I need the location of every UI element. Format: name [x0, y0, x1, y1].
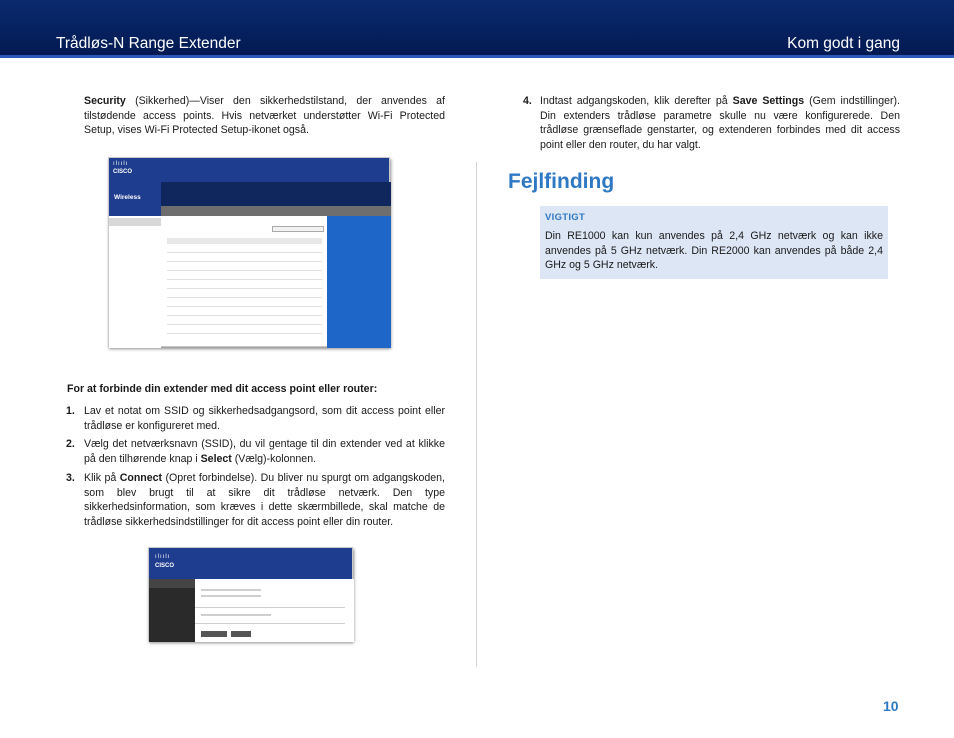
cisco-logo: CISCO [113, 169, 133, 175]
table-row [167, 280, 322, 289]
security-text: (Sikkerhed)—Viser den sikkerhedstilstand, der anvendes af tilstødende access points. Hvis netværket understøtter Wi-Fi Protected Setup, vises Wi-Fi Protected Setup-ikonet også. [84, 95, 445, 136]
table-row [167, 253, 322, 262]
step-1: 1. Lav et notat om SSID og sikkerhedsadgangsord, som dit access point eller trådløse er konfigureret med. [66, 405, 445, 432]
table-row [167, 271, 322, 280]
table-row [167, 244, 322, 253]
table-row [167, 307, 322, 316]
step-number: 2. [66, 438, 75, 450]
step-number: 1. [66, 405, 75, 417]
screenshot-form [195, 579, 354, 642]
save-settings-button [201, 631, 227, 637]
step-3: 3. Klik på Connect (Opret forbindelse). Du bliver nu spurgt om adgangskoden, som blev brugt til at sikre dit trådløse netværk. Den type sikkerhedsinformation, som kræves i dette skærmbillede, skal matche de trådløse sikkerhedsindstillinger for dit access point eller din router. [66, 472, 445, 528]
important-callout [540, 206, 888, 279]
troubleshooting-heading: Fejlfinding [508, 170, 615, 193]
security-paragraph [84, 94, 445, 138]
table-row [167, 316, 322, 325]
security-label: Security [84, 95, 126, 107]
site-survey-screenshot [108, 157, 390, 347]
page-header [0, 0, 954, 58]
screenshot-sidebar [149, 579, 195, 642]
table-row [167, 298, 322, 307]
callout-text: Din RE1000 kan kun anvendes på 2,4 GHz netværk og kan ikke anvendes på 5 GHz netværk. Din RE2000 kan anvendes på både 2,4 GHz og 5 GHz netværk. [545, 230, 883, 271]
step-2: 2. Vælg det netværksnavn (SSID), du vil gentage til din extender ved at klikke på den tilhørende knap i Select (Vælg)-kolonnen. [66, 438, 445, 465]
table-row [167, 325, 322, 334]
step-number: 3. [66, 472, 75, 484]
screenshot-topbar [109, 158, 389, 182]
screenshot-sidebar [109, 182, 161, 348]
section-title: Kom godt i gang [787, 35, 900, 52]
screenshot-refresh-button [272, 226, 324, 232]
product-title: Trådløs-N Range Extender [56, 35, 241, 52]
cisco-logo: CISCO [155, 563, 175, 569]
table-row [167, 289, 322, 298]
table-row [167, 262, 322, 271]
password-screenshot [148, 547, 353, 641]
step-number: 4. [523, 95, 532, 107]
cisco-logo-bars: ılıılı [155, 554, 171, 560]
survey-table [167, 238, 322, 346]
instructions-heading: For at forbinde din extender med dit access point eller router: [67, 383, 378, 395]
page-number: 10 [883, 698, 899, 714]
step-4: 4. Indtast adgangskoden, klik derefter på Save Settings (Gem indstillinger). Din extenders trådløse parametre skulle nu være konfigurerede. Den trådløse grænseflade genstarter, og extenderen forbindes med dit access point eller den router, du har valgt. [523, 95, 900, 151]
screenshot-section-label: Wireless [114, 194, 141, 201]
callout-title: VIGTIGT [545, 212, 586, 223]
screenshot-help-panel [327, 216, 391, 348]
column-divider [476, 162, 477, 667]
cisco-logo-bars: ılıılı [113, 161, 129, 167]
cancel-button [231, 631, 251, 637]
screenshot-topbar [149, 548, 352, 579]
